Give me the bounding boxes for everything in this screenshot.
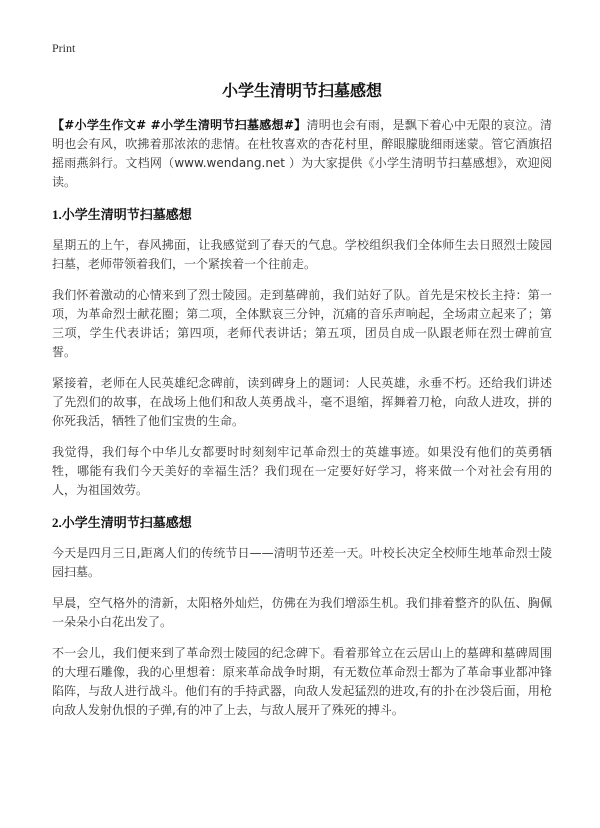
intro-text: 清明也会有雨，是飘下着心中无限的哀泣。清明也会有风，吹拂着那浓浓的悲情。在杜牧喜欢的杏花村里，醉眼朦胧细雨迷蒙。管它酒旗招摇雨燕斜行。文档网（www.wendang.net ）为大家提供《小学生清明节扫墓感想》，欢迎阅读。 <box>52 118 552 189</box>
document-page <box>52 40 552 720</box>
intro-paragraph <box>52 116 552 192</box>
print-link[interactable]: Print <box>52 41 76 55</box>
paragraph: 今天是四月三日,距离人们的传统节日——清明节还差一天。叶校长决定全校师生地革命烈士陵园扫墓。 <box>52 546 552 579</box>
section-heading-1: 1.小学生清明节扫墓感想 <box>52 207 192 222</box>
paragraph: 我们怀着激动的心情来到了烈士陵园。走到墓碑前，我们站好了队。首先是宋校长主持：第一项，为革命烈士献花圈；第二项，全体默哀三分钟，沉痛的音乐声响起，全场肃立起来了；第三项，学生代表讲话；第四项，老师代表讲话；第五项，团员自成一队跟老师在烈士碑前宣誓。 <box>52 288 552 359</box>
section-heading-2: 2.小学生清明节扫墓感想 <box>52 515 192 530</box>
paragraph: 星期五的上午，春风拂面，让我感觉到了春天的气息。学校组织我们全体师生去日照烈士陵园扫墓，老师带领着我们，一个紧挨着一个往前走。 <box>52 238 552 271</box>
paragraph: 紧接着，老师在人民英雄纪念碑前，读到碑身上的题词：人民英雄，永垂不朽。还给我们讲述了先烈们的故事，在战场上他们和敌人英勇战斗，毫不退缩，挥舞着刀枪，向敌人进攻，拼的你死我活，牺牲了他们宝贵的生命。 <box>52 376 552 428</box>
paragraph: 我觉得，我们每个中华儿女都要时时刻刻牢记革命烈士的英雄事迹。如果没有他们的英勇牺牲，哪能有我们今天美好的幸福生活？我们现在一定要好好学习，将来做一个对社会有用的人，为祖国效劳。 <box>52 445 552 497</box>
paragraph: 早晨，空气格外的清新，太阳格外灿烂，仿佛在为我们增添生机。我们排着整齐的队伍、胸佩一朵朵小白花出发了。 <box>52 596 552 629</box>
page-title: 小学生清明节扫墓感想 <box>221 81 382 100</box>
paragraph: 不一会儿，我们便来到了革命烈士陵园的纪念碑下。看着那耸立在云居山上的墓碑和墓碑周围的大理石雕像，我的心里想着：原来革命战争时期，有无数位革命烈士都为了革命事业都冲锋陷阵，与敌人进行战斗。他们有的手持武器，向敌人发起猛烈的进攻,有的扑在沙袋后面，用枪向敌人发射仇恨的子弹,有的冲了上去，与敌人展开了殊死的搏斗。 <box>52 646 552 717</box>
intro-tags: 【#小学生作文# #小学生清明节扫墓感想#】 <box>52 118 307 132</box>
